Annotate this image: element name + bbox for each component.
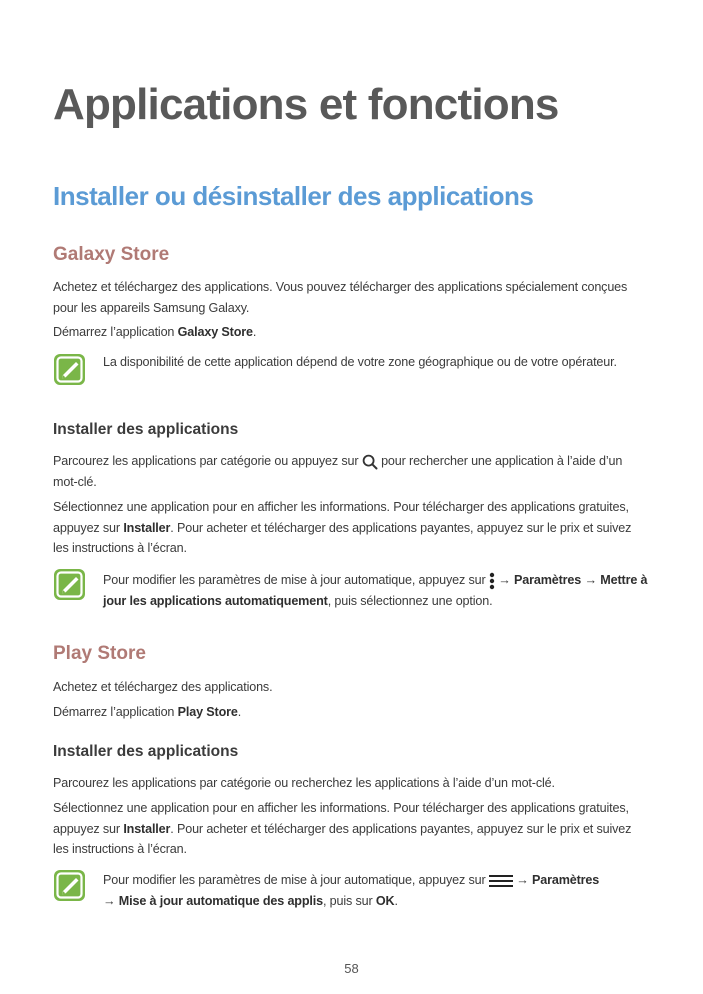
galaxy-select	[53, 497, 643, 559]
play-note-arrow1: →	[512, 873, 533, 887]
play-note-auto: Mise à jour automatique des applis	[118, 893, 323, 908]
note-pencil-icon	[53, 869, 86, 902]
galaxy-start	[53, 322, 643, 343]
note-pencil-icon	[53, 353, 86, 386]
play-select-prefix: Sélectionnez une application pour en afficher les informations. Pour télécharger des applications gratuites, appuyez sur	[53, 801, 629, 836]
play-note-prefix: Pour modifier les paramètres de mise à jour automatique, appuyez sur	[103, 873, 489, 887]
galaxy-browse-prefix: Parcourez les applications par catégorie ou appuyez sur	[53, 454, 362, 468]
galaxy-note2-arrow2: →	[581, 573, 601, 587]
play-select	[53, 798, 643, 860]
play-browse: Parcourez les applications par catégorie ou recherchez les applications à l’aide d’un mot-clé.	[53, 776, 555, 790]
play-start-prefix: Démarrez l’application	[53, 705, 178, 719]
play-install-label: Installer	[123, 821, 171, 836]
chapter-title: Applications et fonctions	[53, 80, 559, 129]
galaxy-browse	[53, 451, 643, 492]
galaxy-note2-arrow1: →	[494, 573, 515, 587]
play-start-suffix: .	[237, 705, 242, 719]
galaxy-select-prefix: Sélectionnez une application pour en afficher les informations. Pour télécharger des applications gratuites, appuyez sur	[53, 500, 629, 535]
play-note-settings: Paramètres	[532, 873, 600, 887]
play-store-title: Play Store	[53, 643, 146, 664]
galaxy-note2-prefix: Pour modifier les paramètres de mise à jour automatique, appuyez sur	[103, 573, 489, 587]
play-install-title: Installer des applications	[53, 743, 239, 760]
play-note-auto-update	[103, 870, 648, 911]
galaxy-install-label: Installer	[123, 520, 171, 535]
galaxy-note-availability: La disponibilité de cette application dépend de votre zone géographique ou de votre opérateur.	[103, 355, 617, 369]
search-icon	[362, 454, 378, 470]
play-note-arrow2: →	[103, 893, 119, 908]
play-start-app: Play Store	[177, 705, 238, 719]
play-note-ok: OK	[375, 893, 395, 908]
galaxy-browse-suffix: pour rechercher une application à l’aide d’un mot-clé.	[53, 454, 623, 489]
menu-icon	[489, 874, 513, 888]
galaxy-start-app: Galaxy Store	[177, 325, 253, 339]
page-number: 58	[344, 961, 359, 976]
play-intro: Achetez et téléchargez des applications.	[53, 680, 273, 694]
galaxy-select-suffix: . Pour acheter et télécharger des applications payantes, appuyez sur le prix et suivez les instructions à l’écran.	[53, 520, 632, 555]
galaxy-start-suffix: .	[252, 325, 257, 339]
galaxy-note2-settings: Paramètres	[514, 573, 582, 587]
galaxy-store-title: Galaxy Store	[53, 244, 170, 265]
play-select-suffix: . Pour acheter et télécharger des applications payantes, appuyez sur le prix et suivez les instructions à l’écran.	[53, 821, 632, 856]
galaxy-note2-suffix: , puis sélectionnez une option.	[327, 593, 493, 608]
galaxy-start-prefix: Démarrez l’application	[53, 325, 178, 339]
galaxy-note-auto-update	[103, 570, 648, 611]
galaxy-note2-auto: Mettre à jour les applications automatiquement	[103, 573, 648, 608]
section-title: Installer ou désinstaller des applications	[53, 181, 534, 211]
play-start	[53, 702, 643, 723]
galaxy-install-title: Installer des applications	[53, 421, 239, 438]
play-note-mid: , puis sur	[322, 893, 376, 908]
note-pencil-icon	[53, 568, 86, 601]
play-note-suffix: .	[394, 893, 398, 908]
galaxy-intro: Achetez et téléchargez des applications. Vous pouvez télécharger des applications spécialement conçues pour les appareils Samsung Galaxy.	[53, 280, 628, 315]
